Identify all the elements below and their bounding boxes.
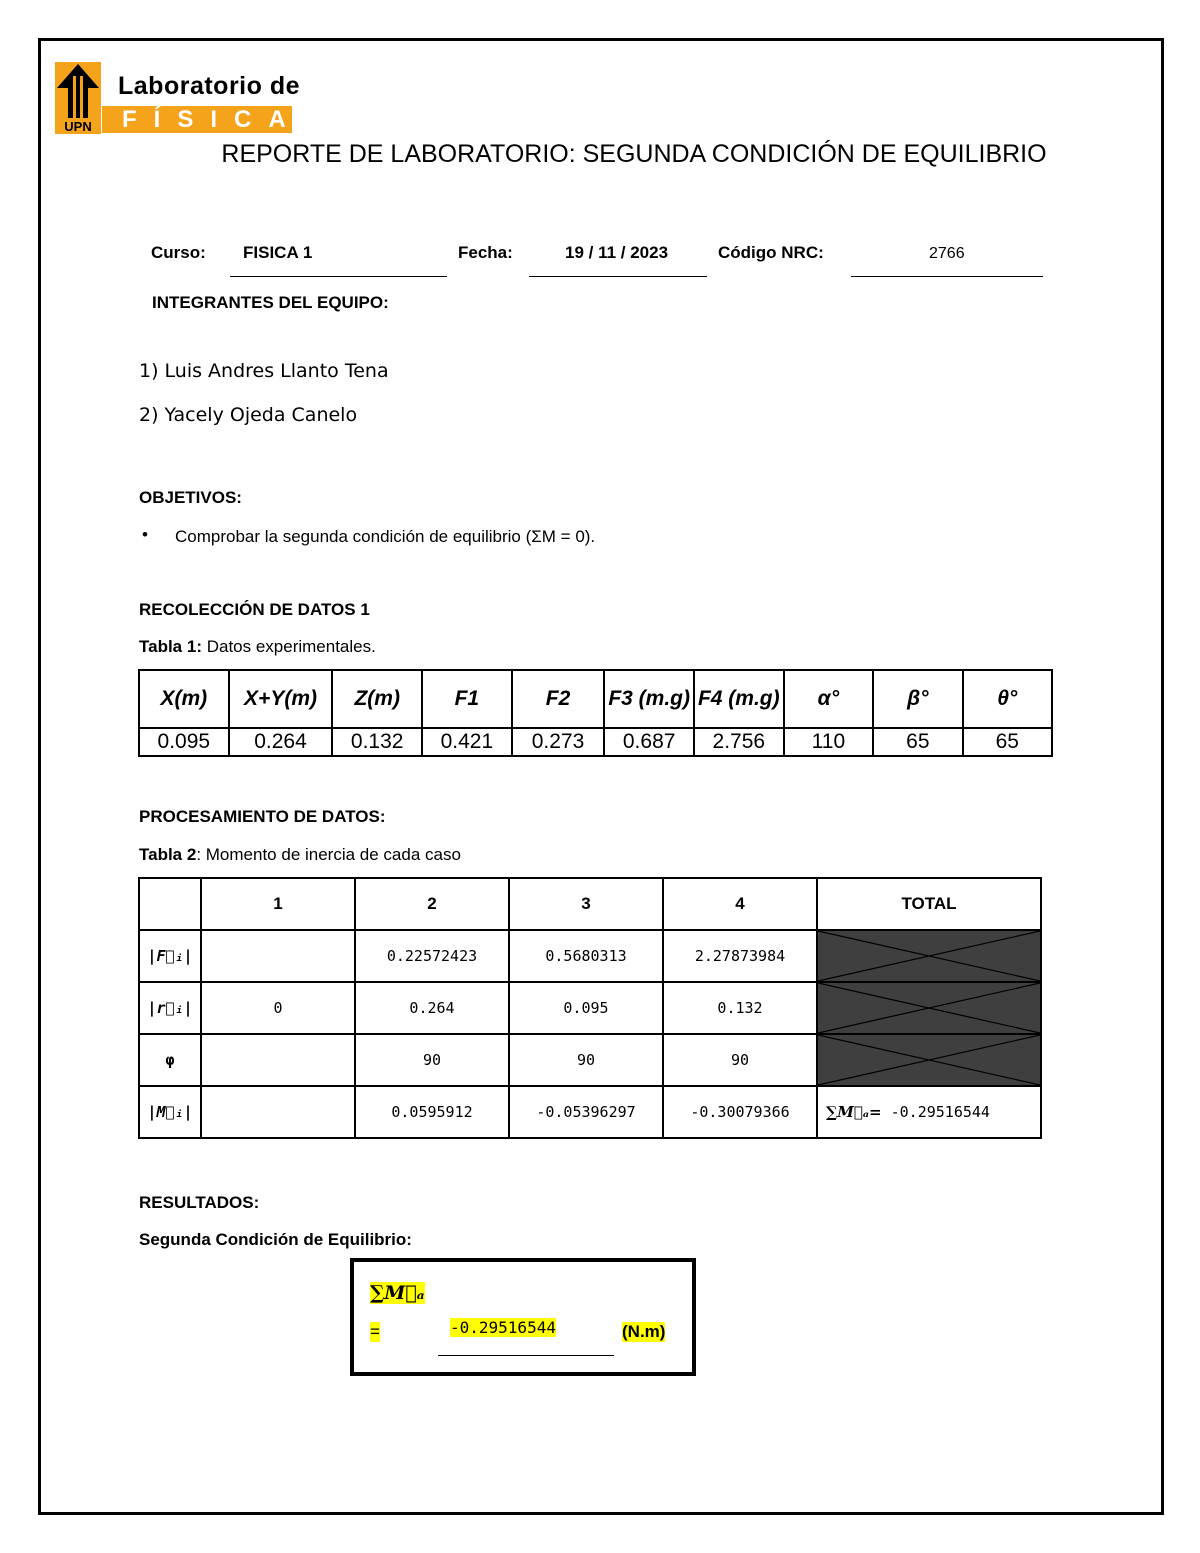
table-row <box>139 1034 1041 1086</box>
table-cell: 110 <box>784 728 873 756</box>
header-cell: F2 <box>512 670 605 728</box>
header-cell: 4 <box>663 878 817 930</box>
total-label: ∑M⃗ₐ= <box>826 1103 882 1121</box>
curso-value: FISICA 1 <box>243 243 313 262</box>
table-cell: 0.132 <box>663 982 817 1034</box>
header-cell: F3 (m.g) <box>604 670 694 728</box>
header-cell <box>139 878 201 930</box>
logo-physics-text: FÍSICA <box>122 106 303 133</box>
table-cell: 0.421 <box>422 728 512 756</box>
table-cell: 0.273 <box>512 728 605 756</box>
table-cell: 0.687 <box>604 728 694 756</box>
results-heading: RESULTADOS: <box>139 1193 260 1212</box>
table-cell: 0.095 <box>509 982 663 1034</box>
table-header-row <box>139 878 1041 930</box>
table-cell: 0.5680313 <box>509 930 663 982</box>
crossed-out-cell <box>817 982 1041 1034</box>
logo-title: Laboratorio de <box>118 72 301 100</box>
table-cell: -0.30079366 <box>663 1086 817 1138</box>
table-cell <box>201 930 355 982</box>
table2-caption-bold: Tabla 2 <box>139 845 197 864</box>
header-cell: β° <box>873 670 962 728</box>
sum-symbol: ∑M⃗ₐ <box>370 1282 425 1304</box>
nrc-label: Código NRC: <box>718 243 824 262</box>
table-cell: 0 <box>201 982 355 1034</box>
result-value: -0.29516544 <box>450 1318 556 1337</box>
result-underline <box>438 1355 614 1356</box>
page-title: REPORTE DE LABORATORIO: SEGUNDA CONDICIÓN DE EQUILIBRIO <box>221 140 1047 168</box>
table-row <box>139 982 1041 1034</box>
objective-item: Comprobar la segunda condición de equilibrio (ΣM = 0). <box>175 527 596 546</box>
table-cell <box>201 1086 355 1138</box>
equals-sign: = <box>370 1322 380 1341</box>
table-cell: -0.05396297 <box>509 1086 663 1138</box>
bullet-icon: • <box>142 525 148 544</box>
curso-underline <box>230 276 447 277</box>
table-cell: 0.095 <box>139 728 229 756</box>
row-label: |F⃗ᵢ| <box>139 930 201 982</box>
data-collection-heading: RECOLECCIÓN DE DATOS 1 <box>139 600 370 619</box>
row-label: |r⃗ᵢ| <box>139 982 201 1034</box>
upn-mark: UPN <box>64 119 92 134</box>
table-cell: 0.0595912 <box>355 1086 509 1138</box>
results-subheading: Segunda Condición de Equilibrio: <box>139 1230 412 1249</box>
table-cell <box>201 1034 355 1086</box>
table-cell: 0.264 <box>229 728 333 756</box>
table-header-row <box>139 670 1052 728</box>
team-member: 2) Yacely Ojeda Canelo <box>139 404 358 426</box>
table-row <box>139 728 1052 756</box>
table-row <box>139 930 1041 982</box>
header-cell: X+Y(m) <box>229 670 333 728</box>
table-cell: 0.264 <box>355 982 509 1034</box>
table1-caption-text: Datos experimentales. <box>201 637 376 656</box>
table-cell: 65 <box>963 728 1052 756</box>
upn-logo-icon <box>55 62 101 134</box>
table-cell: 0.132 <box>332 728 422 756</box>
fecha-underline <box>529 276 707 277</box>
table-cell: 65 <box>873 728 962 756</box>
header-cell: F1 <box>422 670 512 728</box>
row-label: |M⃗ᵢ| <box>139 1086 201 1138</box>
objectives-heading: OBJETIVOS: <box>139 488 242 507</box>
crossed-out-cell <box>817 930 1041 982</box>
header-cell: X(m) <box>139 670 229 728</box>
header-cell: 2 <box>355 878 509 930</box>
table2-caption-text: : Momento de inercia de cada caso <box>196 845 461 864</box>
table-cell: 90 <box>355 1034 509 1086</box>
table-cell: 90 <box>509 1034 663 1086</box>
table2-caption <box>139 845 461 865</box>
table-row <box>139 1086 1041 1138</box>
table-cell: 0.22572423 <box>355 930 509 982</box>
table-cell: 90 <box>663 1034 817 1086</box>
table1-caption <box>139 637 376 657</box>
table-cell: 2.756 <box>694 728 784 756</box>
result-box <box>350 1258 696 1376</box>
table1-caption-bold: Tabla 1: <box>139 637 202 656</box>
curso-label: Curso: <box>151 243 206 262</box>
fecha-label: Fecha: <box>458 243 513 262</box>
header-cell: 1 <box>201 878 355 930</box>
total-cell <box>817 1086 1041 1138</box>
table-experimental-data <box>138 669 1053 757</box>
team-member: 1) Luis Andres Llanto Tena <box>139 360 389 382</box>
header-cell: 3 <box>509 878 663 930</box>
table-moments <box>138 877 1042 1139</box>
header-cell: Z(m) <box>332 670 422 728</box>
table-cell: 2.27873984 <box>663 930 817 982</box>
header-cell: F4 (m.g) <box>694 670 784 728</box>
nrc-value: 2766 <box>929 245 965 262</box>
fecha-value: 19 / 11 / 2023 <box>565 243 669 262</box>
nrc-underline <box>851 276 1043 277</box>
team-heading: INTEGRANTES DEL EQUIPO: <box>152 293 389 312</box>
crossed-out-cell <box>817 1034 1041 1086</box>
row-label: φ <box>139 1034 201 1086</box>
processing-heading: PROCESAMIENTO DE DATOS: <box>139 807 386 826</box>
header-cell: α° <box>784 670 873 728</box>
result-unit: (N.m) <box>622 1322 666 1341</box>
header-cell: TOTAL <box>817 878 1041 930</box>
total-value: -0.29516544 <box>890 1103 990 1121</box>
logo-physics-bar <box>102 106 303 133</box>
header-cell: θ° <box>963 670 1052 728</box>
